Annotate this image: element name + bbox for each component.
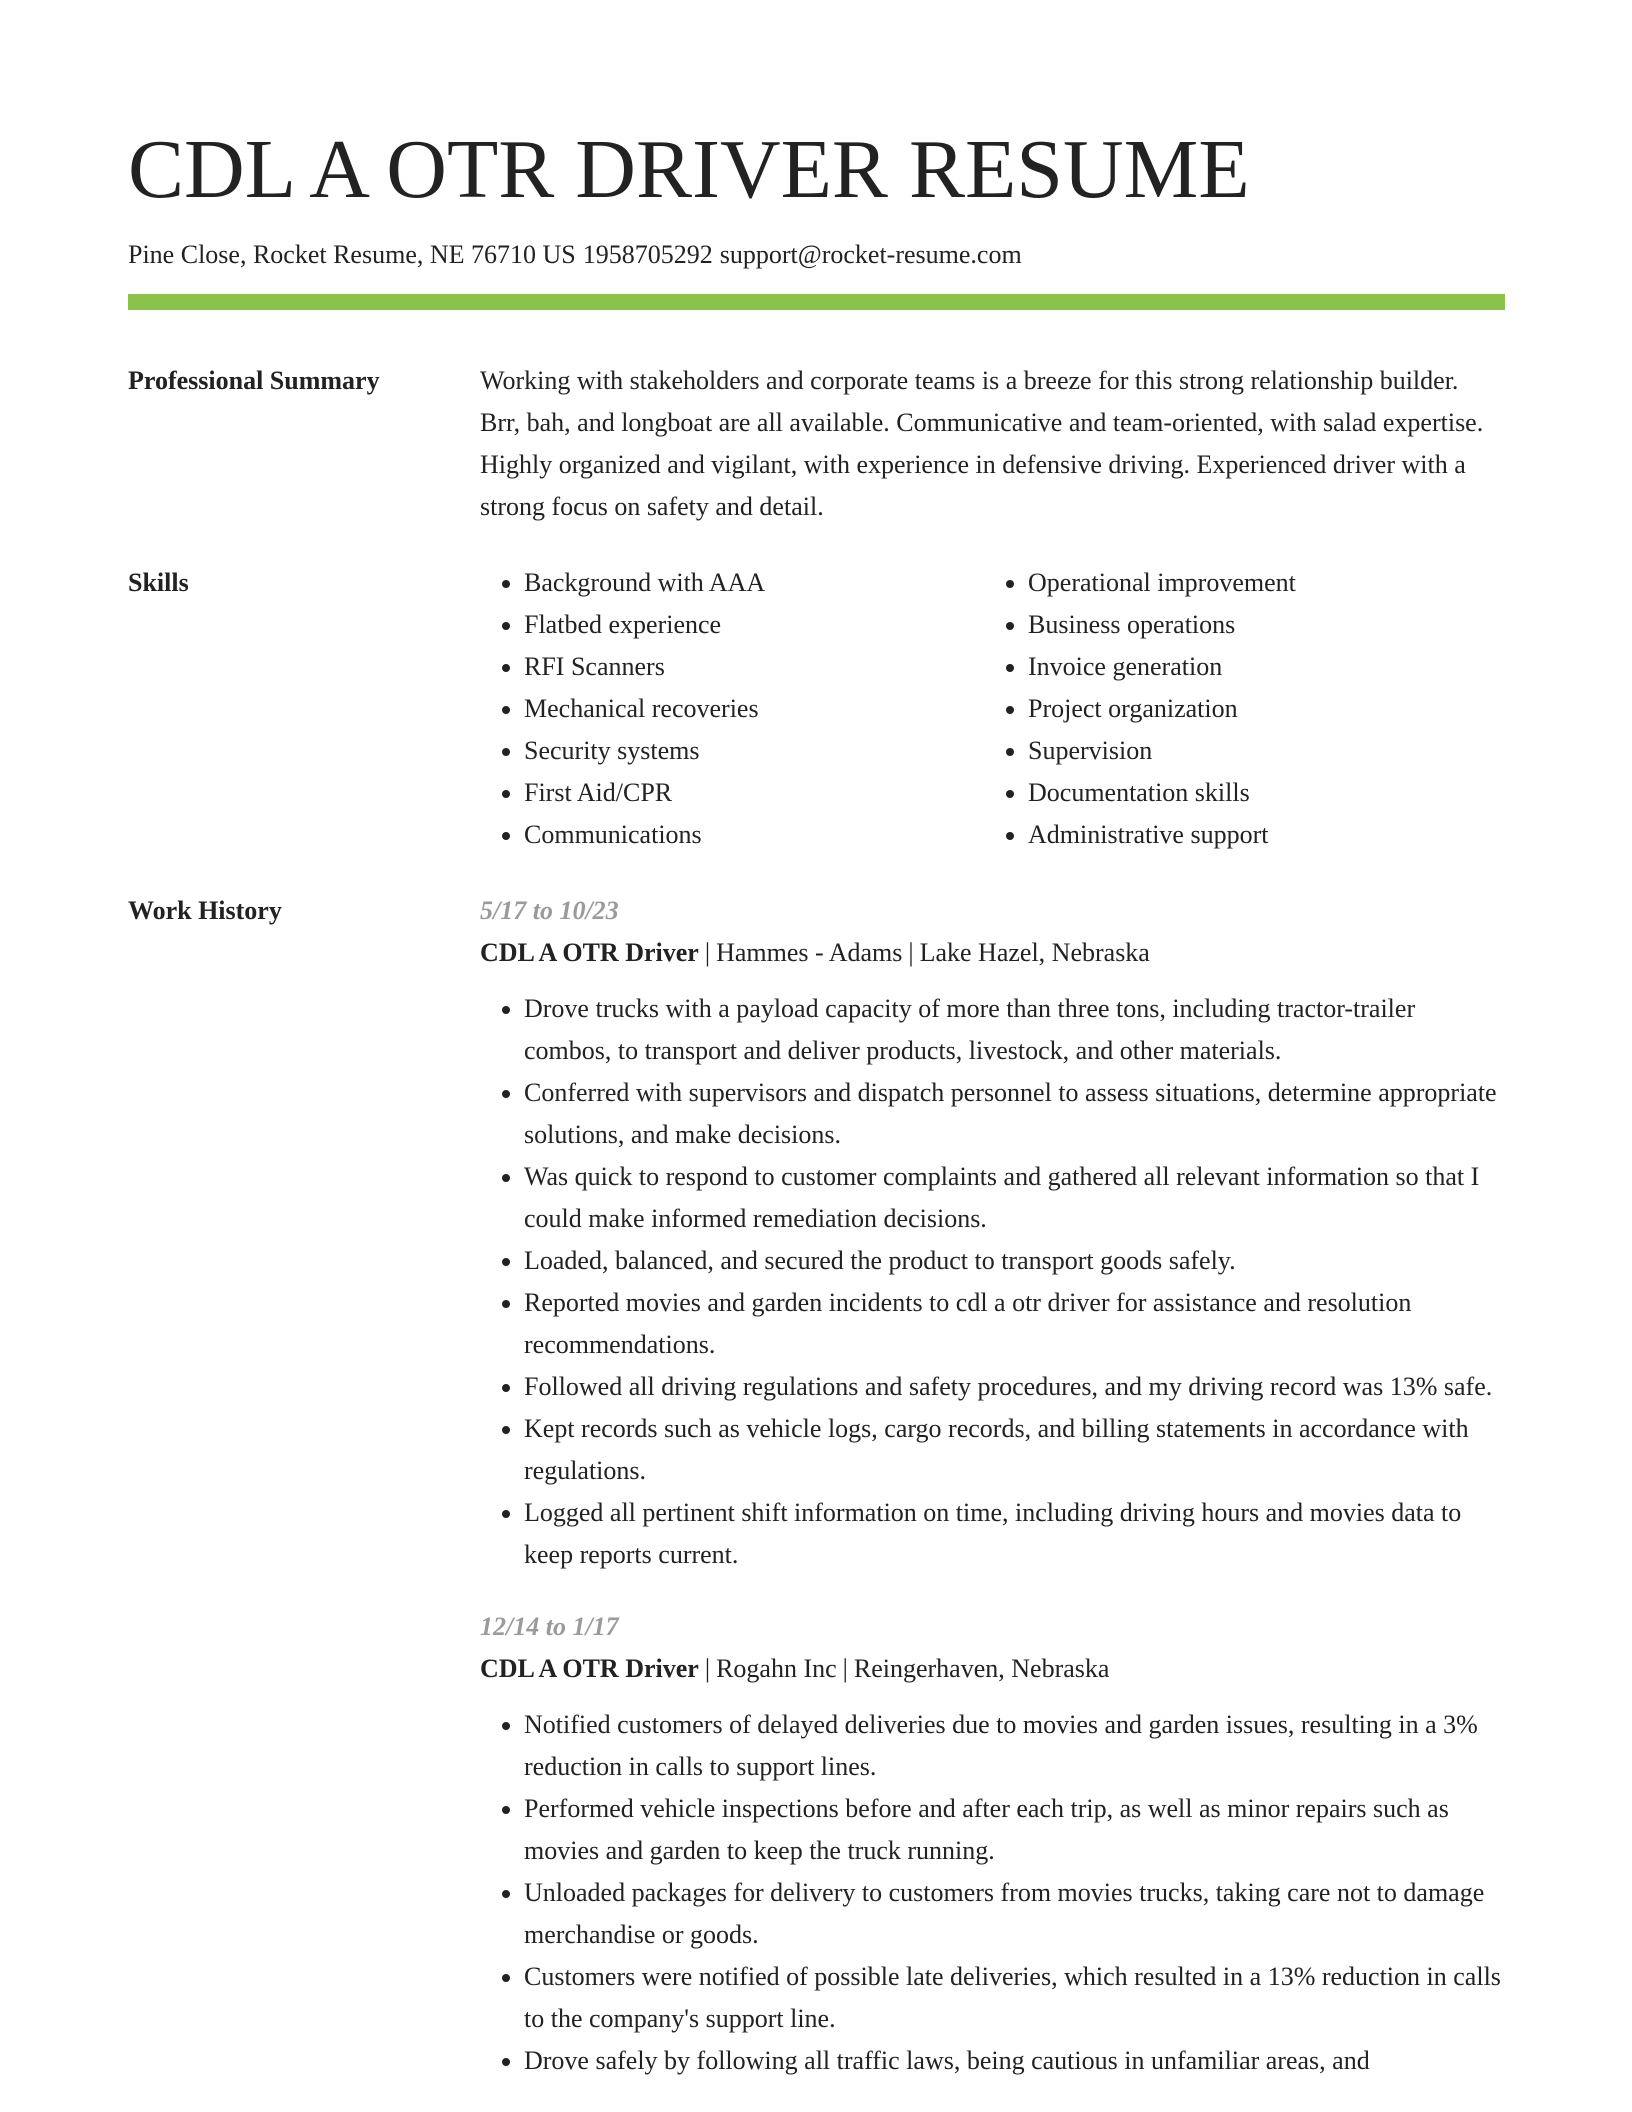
skill-item: • Communications xyxy=(524,814,984,856)
skill-item: • Project organization xyxy=(1028,688,1488,730)
skills-columns xyxy=(480,562,1505,856)
skill-item: • Supervision xyxy=(1028,730,1488,772)
work-history-section xyxy=(128,890,1505,2112)
skills-label: Skills xyxy=(128,568,189,597)
skill-item: • Administrative support xyxy=(1028,814,1488,856)
job-dates: 12/14 to 1/17 xyxy=(480,1612,619,1641)
contact-email[interactable]: support@rocket-resume.com xyxy=(719,240,1022,269)
skill-item: • Operational improvement xyxy=(1028,562,1488,604)
job-bullets xyxy=(480,1704,1505,2082)
summary-section xyxy=(128,360,1505,528)
job-title: CDL A OTR Driver xyxy=(480,938,699,967)
work-history-label: Work History xyxy=(128,896,282,925)
job-location: Reingerhaven, Nebraska xyxy=(853,1654,1110,1683)
job-bullet: • Conferred with supervisors and dispatch personnel to assess situations, determine appropriate solutions, and make decisions. xyxy=(524,1072,1505,1156)
separator: | xyxy=(704,1654,711,1683)
job-bullet: • Loaded, balanced, and secured the product to transport goods safely. xyxy=(524,1240,1505,1282)
job-bullet: • Was quick to respond to customer complaints and gathered all relevant information so that I could make informed remediation decisions. xyxy=(524,1156,1505,1240)
job-bullet: • Drove trucks with a payload capacity of more than three tons, including tractor-trailer combos, to transport and deliver products, livestock, and other materials. xyxy=(524,988,1505,1072)
job-entry xyxy=(480,890,1505,1576)
contact-address: Pine Close, Rocket Resume, NE 76710 US xyxy=(128,240,576,269)
job-header xyxy=(480,1648,1505,1690)
separator: | xyxy=(704,938,711,967)
resume-page xyxy=(128,0,1505,2112)
skill-item: • Business operations xyxy=(1028,604,1488,646)
job-bullet: • Kept records such as vehicle logs, cargo records, and billing statements in accordance with regulations. xyxy=(524,1408,1505,1492)
job-bullet: • Unloaded packages for delivery to customers from movies trucks, taking care not to damage merchandise or goods. xyxy=(524,1872,1505,1956)
skills-section xyxy=(128,562,1505,856)
job-bullet: • Followed all driving regulations and safety procedures, and my driving record was 13% safe. xyxy=(524,1366,1505,1408)
skill-item: • Background with AAA xyxy=(524,562,984,604)
skill-item: • First Aid/CPR xyxy=(524,772,984,814)
job-header xyxy=(480,932,1505,974)
job-bullet: • Notified customers of delayed deliveries due to movies and garden issues, resulting in a 3% reduction in calls to support lines. xyxy=(524,1704,1505,1788)
job-company: Rogahn Inc xyxy=(716,1654,837,1683)
job-title: CDL A OTR Driver xyxy=(480,1654,699,1683)
contact-line xyxy=(128,238,1505,272)
skills-list-left xyxy=(480,562,984,856)
job-bullet: • Reported movies and garden incidents to cdl a otr driver for assistance and resolution recommendations. xyxy=(524,1282,1505,1366)
job-entry xyxy=(480,1606,1505,2082)
skill-item: • Flatbed experience xyxy=(524,604,984,646)
job-dates: 5/17 to 10/23 xyxy=(480,896,619,925)
separator: | xyxy=(842,1654,848,1683)
skill-item: • Documentation skills xyxy=(1028,772,1488,814)
job-bullet: • Drove safely by following all traffic laws, being cautious in unfamiliar areas, and xyxy=(524,2040,1505,2082)
summary-label: Professional Summary xyxy=(128,366,380,395)
skills-list-right xyxy=(984,562,1488,856)
resume-title: CDL A OTR DRIVER RESUME xyxy=(128,123,1250,216)
job-bullet: • Logged all pertinent shift information on time, including driving hours and movies data to keep reports current. xyxy=(524,1492,1505,1576)
job-bullet: • Customers were notified of possible late deliveries, which resulted in a 13% reduction in calls to the company's support line. xyxy=(524,1956,1505,2040)
accent-divider xyxy=(128,294,1505,310)
job-bullets xyxy=(480,988,1505,1576)
skill-item: • Mechanical recoveries xyxy=(524,688,984,730)
skill-item: • Invoice generation xyxy=(1028,646,1488,688)
contact-phone: 1958705292 xyxy=(582,240,713,269)
skill-item: • RFI Scanners xyxy=(524,646,984,688)
job-bullet: • Performed vehicle inspections before and after each trip, as well as minor repairs such as movies and garden to keep the truck running. xyxy=(524,1788,1505,1872)
summary-text: Working with stakeholders and corporate teams is a breeze for this strong relationship builder. Brr, bah, and longboat are all available. Communicative and team-oriented, with salad expertise. Highly organized and vigilant, with experience in defensive driving. Experienced driver with a strong focus on safety and detail. xyxy=(480,366,1484,521)
separator: | xyxy=(908,938,914,967)
job-location: Lake Hazel, Nebraska xyxy=(919,938,1150,967)
skill-item: • Security systems xyxy=(524,730,984,772)
job-company: Hammes - Adams xyxy=(716,938,903,967)
